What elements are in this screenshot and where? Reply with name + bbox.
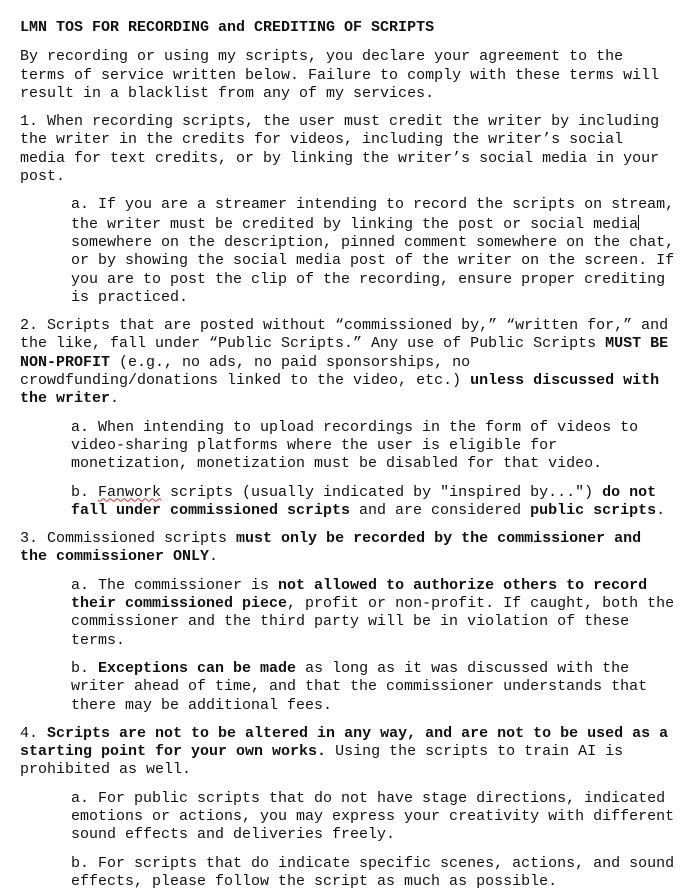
section-2-item-b-bold-1: do not fall under commissioned scripts — [71, 483, 657, 519]
section-4-item-b: b. For scripts that do indicate specific scenes, actions, and sound effects, please follow the script as much as possible. — [71, 854, 675, 890]
section-3-item-a-text-2: , profit or non-profit. If caught, both the commissioner and the third party will be in violation of these terms. — [71, 595, 675, 649]
section-2-bold-1: MUST BE NON-PROFIT — [20, 335, 669, 371]
section-1: 1. When recording scripts, the user must credit the writer by including the writer in the credits for videos, including the writer’s social media for text credits, or by linking the writer’s social media in your post. — [20, 113, 660, 186]
section-4 — [20, 725, 677, 780]
section-4-bold-1: Scripts are not to be altered in any way, and are not to be used as a starting point for your own works. — [20, 724, 669, 761]
section-2-item-a: a. When intending to upload recordings in the form of videos to video-sharing platforms where the user is eligible for monetization, monetization must be disabled for that video. — [71, 418, 639, 473]
document-title: LMN TOS FOR RECORDING and CREDITING OF SCRIPTS — [20, 19, 435, 36]
section-2-item-b-text-4: . — [656, 501, 666, 519]
section-2-text-2: (e.g., no ads, no paid sponsorships, no crowdfunding/donations linked to the video, etc.) — [20, 353, 471, 390]
section-4-item-a: a. For public scripts that do not have stage directions, indicated emotions or actions, you may express your creativity with different sound effects and deliveries freely. — [71, 789, 675, 844]
section-2 — [20, 317, 677, 408]
section-2-item-b-bold-2: public scripts — [530, 501, 657, 519]
section-3-item-a — [71, 577, 677, 650]
section-3-item-b — [71, 660, 677, 715]
section-3-item-a-text-1: a. The commissioner is — [71, 576, 279, 594]
section-3-item-b-bold-1: Exceptions can be made — [98, 659, 297, 677]
section-4-text-2: Using the scripts to train AI is prohibited as well. — [20, 743, 624, 779]
section-1-item-a — [71, 196, 677, 307]
section-3 — [20, 530, 677, 567]
section-3-bold-1: must only be recorded by the commissioner and the commissioner ONLY — [20, 530, 642, 566]
section-3-item-b-text-2: as long as it was discussed with the writer ahead of time, and that the commissioner understands that there may be additional fees. — [71, 659, 648, 714]
section-3-item-b-text-1: b. — [71, 659, 99, 677]
section-2-item-b — [71, 484, 677, 521]
intro-paragraph: By recording or using my scripts, you declare your agreement to the terms of service written below. Failure to comply with these terms will result in a blacklist from any of my services. — [20, 48, 660, 102]
section-1-item-a-part1: a. If you are a streamer intending to record the scripts on stream, the writer must be credited by linking the post or social media — [71, 196, 675, 233]
section-2-text-3: . — [110, 390, 120, 408]
text-cursor — [638, 215, 639, 230]
section-4-text-1: 4. — [20, 724, 48, 742]
misspelled-word: Fanwork — [98, 483, 162, 501]
section-1-item-a-part2: somewhere on the description, pinned comment somewhere on the chat, or by showing the social media post of the writer on the screen. If you are to post the clip of the recording, ensure proper crediting is practiced. — [71, 233, 675, 306]
section-3-text-1: 3. Commissioned scripts — [20, 530, 237, 548]
section-3-item-a-bold-1: not allowed to authorize others to record their commissioned piece — [71, 576, 648, 613]
section-3-text-2: . — [209, 548, 219, 566]
section-2-text-1: 2. Scripts that are posted without “commissioned by,” “written for,” and the like, fall under “Public Scripts.” Any use of Public Scripts — [20, 317, 669, 353]
section-2-item-b-text-1: b. — [71, 483, 99, 501]
section-2-item-b-text-3: and are considered — [350, 501, 531, 519]
section-2-bold-2: unless discussed with the writer — [20, 372, 660, 408]
section-2-item-b-text-2: scripts (usually indicated by "inspired by...") — [161, 483, 603, 501]
